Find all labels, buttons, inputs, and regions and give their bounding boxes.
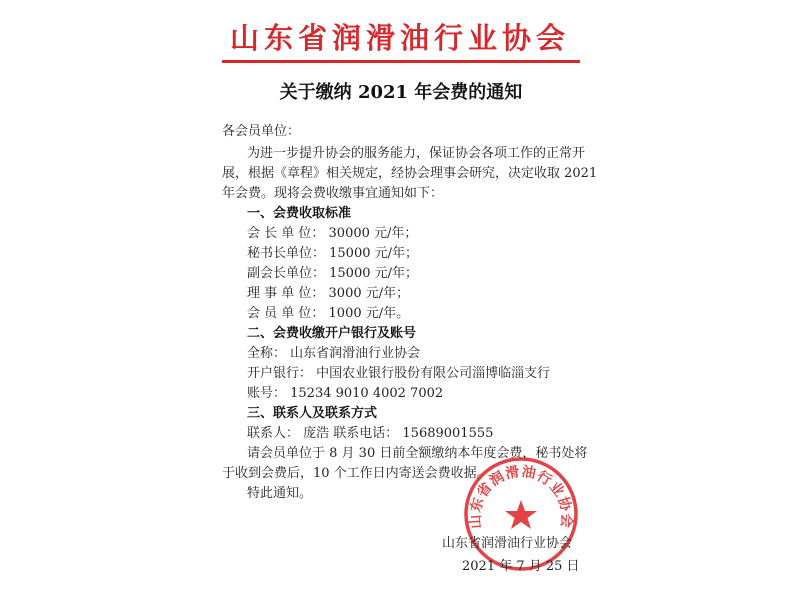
intro-line-3: 年会费。现将会费收缴事宜通知如下： xyxy=(222,186,444,201)
intro-line-2: 展，根据《章程》相关规定，经协会理事会研究，决定收取 2021 xyxy=(222,166,598,181)
contact-line: 联系人： 庞浩 联系电话： 15689001555 xyxy=(247,426,494,441)
rate-line: 副会长单位： 15000 元/年； xyxy=(247,266,418,281)
bank-name: 开户银行： 中国农业银行股份有限公司淄博临淄支行 xyxy=(247,366,551,381)
salutation: 各会员单位： xyxy=(222,124,301,139)
closing-line-1: 请会员单位于 8 月 30 日前全额缴纳本年度会费，秘书处将 xyxy=(247,446,588,461)
section2-heading: 二、会费收缴开户银行及账号 xyxy=(247,326,417,341)
closing-line-3: 特此通知。 xyxy=(247,486,313,501)
document-title: 关于缴纳 2021 年会费的通知 xyxy=(279,82,523,103)
signature-date: 2021 年 7 月 25 日 xyxy=(462,559,580,574)
rate-line: 理 事 单 位： 3000 元/年； xyxy=(247,286,410,301)
intro-line-1: 为进一步提升协会的服务能力，保证协会各项工作的正常开 xyxy=(247,146,586,161)
rate-line: 会 员 单 位： 1000 元/年。 xyxy=(247,306,410,321)
rate-line: 秘书长单位： 15000 元/年； xyxy=(247,246,418,261)
account-number: 账号： 15234 9010 4002 7002 xyxy=(247,386,444,401)
section1-heading: 一、会费收取标准 xyxy=(247,206,352,221)
letterhead-title: 山东省润滑油行业协会 xyxy=(229,21,570,55)
rate-line: 会 长 单 位： 30000 元/年； xyxy=(247,226,418,241)
letterhead-red-rule xyxy=(222,60,580,63)
seal-text: 山东省润滑油行业协会 xyxy=(467,463,575,530)
star-icon xyxy=(505,500,537,529)
signature-org: 山东省润滑油行业协会 xyxy=(442,536,573,551)
section3-heading: 三、联系人及联系方式 xyxy=(247,406,378,421)
closing-line-2: 于收到会费后，10 个工作日内寄送会费收据。 xyxy=(222,466,490,481)
account-name: 全称： 山东省润滑油行业协会 xyxy=(247,346,421,361)
